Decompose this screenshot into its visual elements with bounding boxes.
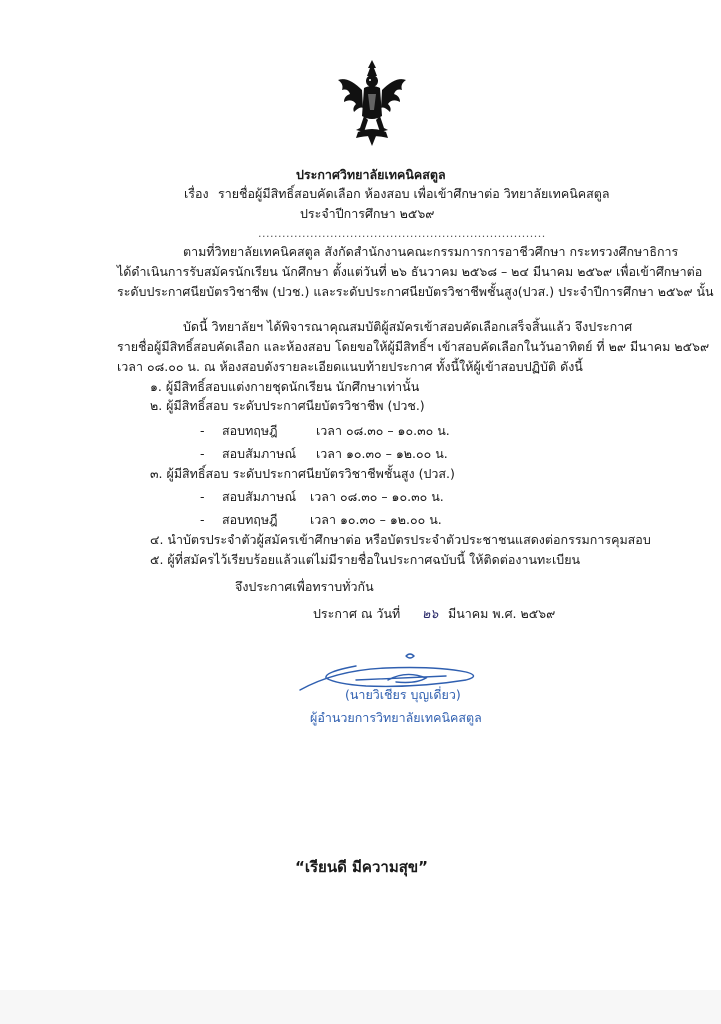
list-item-3: ๓. ผู้มีสิทธิ์สอบ ระดับประกาศนียบัตรวิชาชีพชั้นสูง (ปวส.) bbox=[150, 466, 455, 481]
dotted-divider: ........................................................................ bbox=[258, 227, 546, 240]
item-2-row-1-label: สอบทฤษฎี bbox=[222, 423, 278, 438]
announcement-title: ประกาศวิทยาลัยเทคนิคสตูล bbox=[296, 167, 446, 182]
item-3-row-1-label: สอบสัมภาษณ์ bbox=[222, 489, 297, 504]
list-item-1: ๑. ผู้มีสิทธิ์สอบแต่งกายชุดนักเรียน นักศึกษาเท่านั้น bbox=[150, 379, 420, 394]
item-3-row-2-label: สอบทฤษฎี bbox=[222, 512, 278, 527]
item-2-row-1-bullet: - bbox=[200, 423, 205, 438]
subject-label: เรื่อง bbox=[184, 186, 209, 201]
signer-name: (นายวิเชียร บุญเดี่ยว) bbox=[345, 687, 461, 702]
list-item-4: ๔. นำบัตรประจำตัวผู้สมัครเข้าศึกษาต่อ หรือบัตรประจำตัวประชาชนแสดงต่อกรรมการคุมสอบ bbox=[150, 532, 651, 547]
item-2-row-2-label: สอบสัมภาษณ์ bbox=[222, 446, 297, 461]
scan-edge bbox=[0, 990, 721, 1024]
item-2-row-2-bullet: - bbox=[200, 446, 205, 461]
paragraph-1-line-2: ได้ดำเนินการรับสมัครนักเรียน นักศึกษา ตั้งแต่วันที่ ๒๖ ธันวาคม ๒๕๖๘ – ๒๔ มีนาคม ๒๕๖๙ เพื่อเข้าศึกษาต่อ bbox=[117, 264, 703, 279]
academic-year-line: ประจำปีการศึกษา ๒๕๖๙ bbox=[300, 206, 435, 221]
paragraph-2-line-3: เวลา ๐๘.๐๐ น. ณ ห้องสอบดังรายละเอียดแนบท้ายประกาศ ทั้งนี้ให้ผู้เข้าสอบปฏิบัติ ดังนี้ bbox=[117, 359, 583, 374]
list-item-2: ๒. ผู้มีสิทธิ์สอบ ระดับประกาศนียบัตรวิชาชีพ (ปวช.) bbox=[150, 398, 425, 413]
date-suffix: มีนาคม พ.ศ. ๒๕๖๙ bbox=[448, 606, 556, 621]
paragraph-1-line-1: ตามที่วิทยาลัยเทคนิคสตูล สังกัดสำนักงานคณะกรรมการการอาชีวศึกษา กระทรวงศึกษาธิการ bbox=[183, 244, 679, 259]
subject-text: รายชื่อผู้มีสิทธิ์สอบคัดเลือก ห้องสอบ เพื่อเข้าศึกษาต่อ วิทยาลัยเทคนิคสตูล bbox=[218, 186, 610, 201]
signer-position: ผู้อำนวยการวิทยาลัยเทคนิคสตูล bbox=[310, 710, 482, 725]
paragraph-2-line-1: บัดนี้ วิทยาลัยฯ ได้พิจารณาคุณสมบัติผู้สมัครเข้าสอบคัดเลือกเสร็จสิ้นแล้ว จึงประกาศ bbox=[183, 319, 633, 334]
paragraph-1-line-3: ระดับประกาศนียบัตรวิชาชีพ (ปวช.) และระดับประกาศนียบัตรวิชาชีพชั้นสูง(ปวส.) ประจำปีการศึกษา ๒๕๖๙ นั้น bbox=[117, 284, 714, 299]
item-3-row-2-bullet: - bbox=[200, 512, 205, 527]
item-2-row-2-time: เวลา ๑๐.๓๐ – ๑๒.๐๐ น. bbox=[316, 446, 448, 461]
date-day-handwritten: ๒๖ bbox=[422, 606, 439, 621]
list-item-5: ๕. ผู้ที่สมัครไว้เรียบร้อยแล้วแต่ไม่มีรายชื่อในประกาศฉบับนี้ ให้ติดต่องานทะเบียน bbox=[150, 552, 581, 567]
garuda-emblem-icon bbox=[334, 58, 410, 148]
slogan: “เรียนดี มีความสุข” bbox=[295, 858, 428, 876]
paragraph-2-line-2: รายชื่อผู้มีสิทธิ์สอบคัดเลือก และห้องสอบ โดยขอให้ผู้มีสิทธิ์ฯ เข้าสอบคัดเลือกในวันอาทิตย์ ที่ ๒๙ มีนาคม ๒๕๖๙ bbox=[117, 339, 710, 354]
item-3-row-1-time: เวลา ๐๘.๓๐ – ๑๐.๓๐ น. bbox=[310, 489, 444, 504]
closing-statement: จึงประกาศเพื่อทราบทั่วกัน bbox=[235, 579, 374, 594]
item-3-row-2-time: เวลา ๑๐.๓๐ – ๑๒.๐๐ น. bbox=[310, 512, 442, 527]
item-2-row-1-time: เวลา ๐๘.๓๐ – ๑๐.๓๐ น. bbox=[316, 423, 450, 438]
item-3-row-1-bullet: - bbox=[200, 489, 205, 504]
date-prefix: ประกาศ ณ วันที่ bbox=[313, 606, 401, 621]
